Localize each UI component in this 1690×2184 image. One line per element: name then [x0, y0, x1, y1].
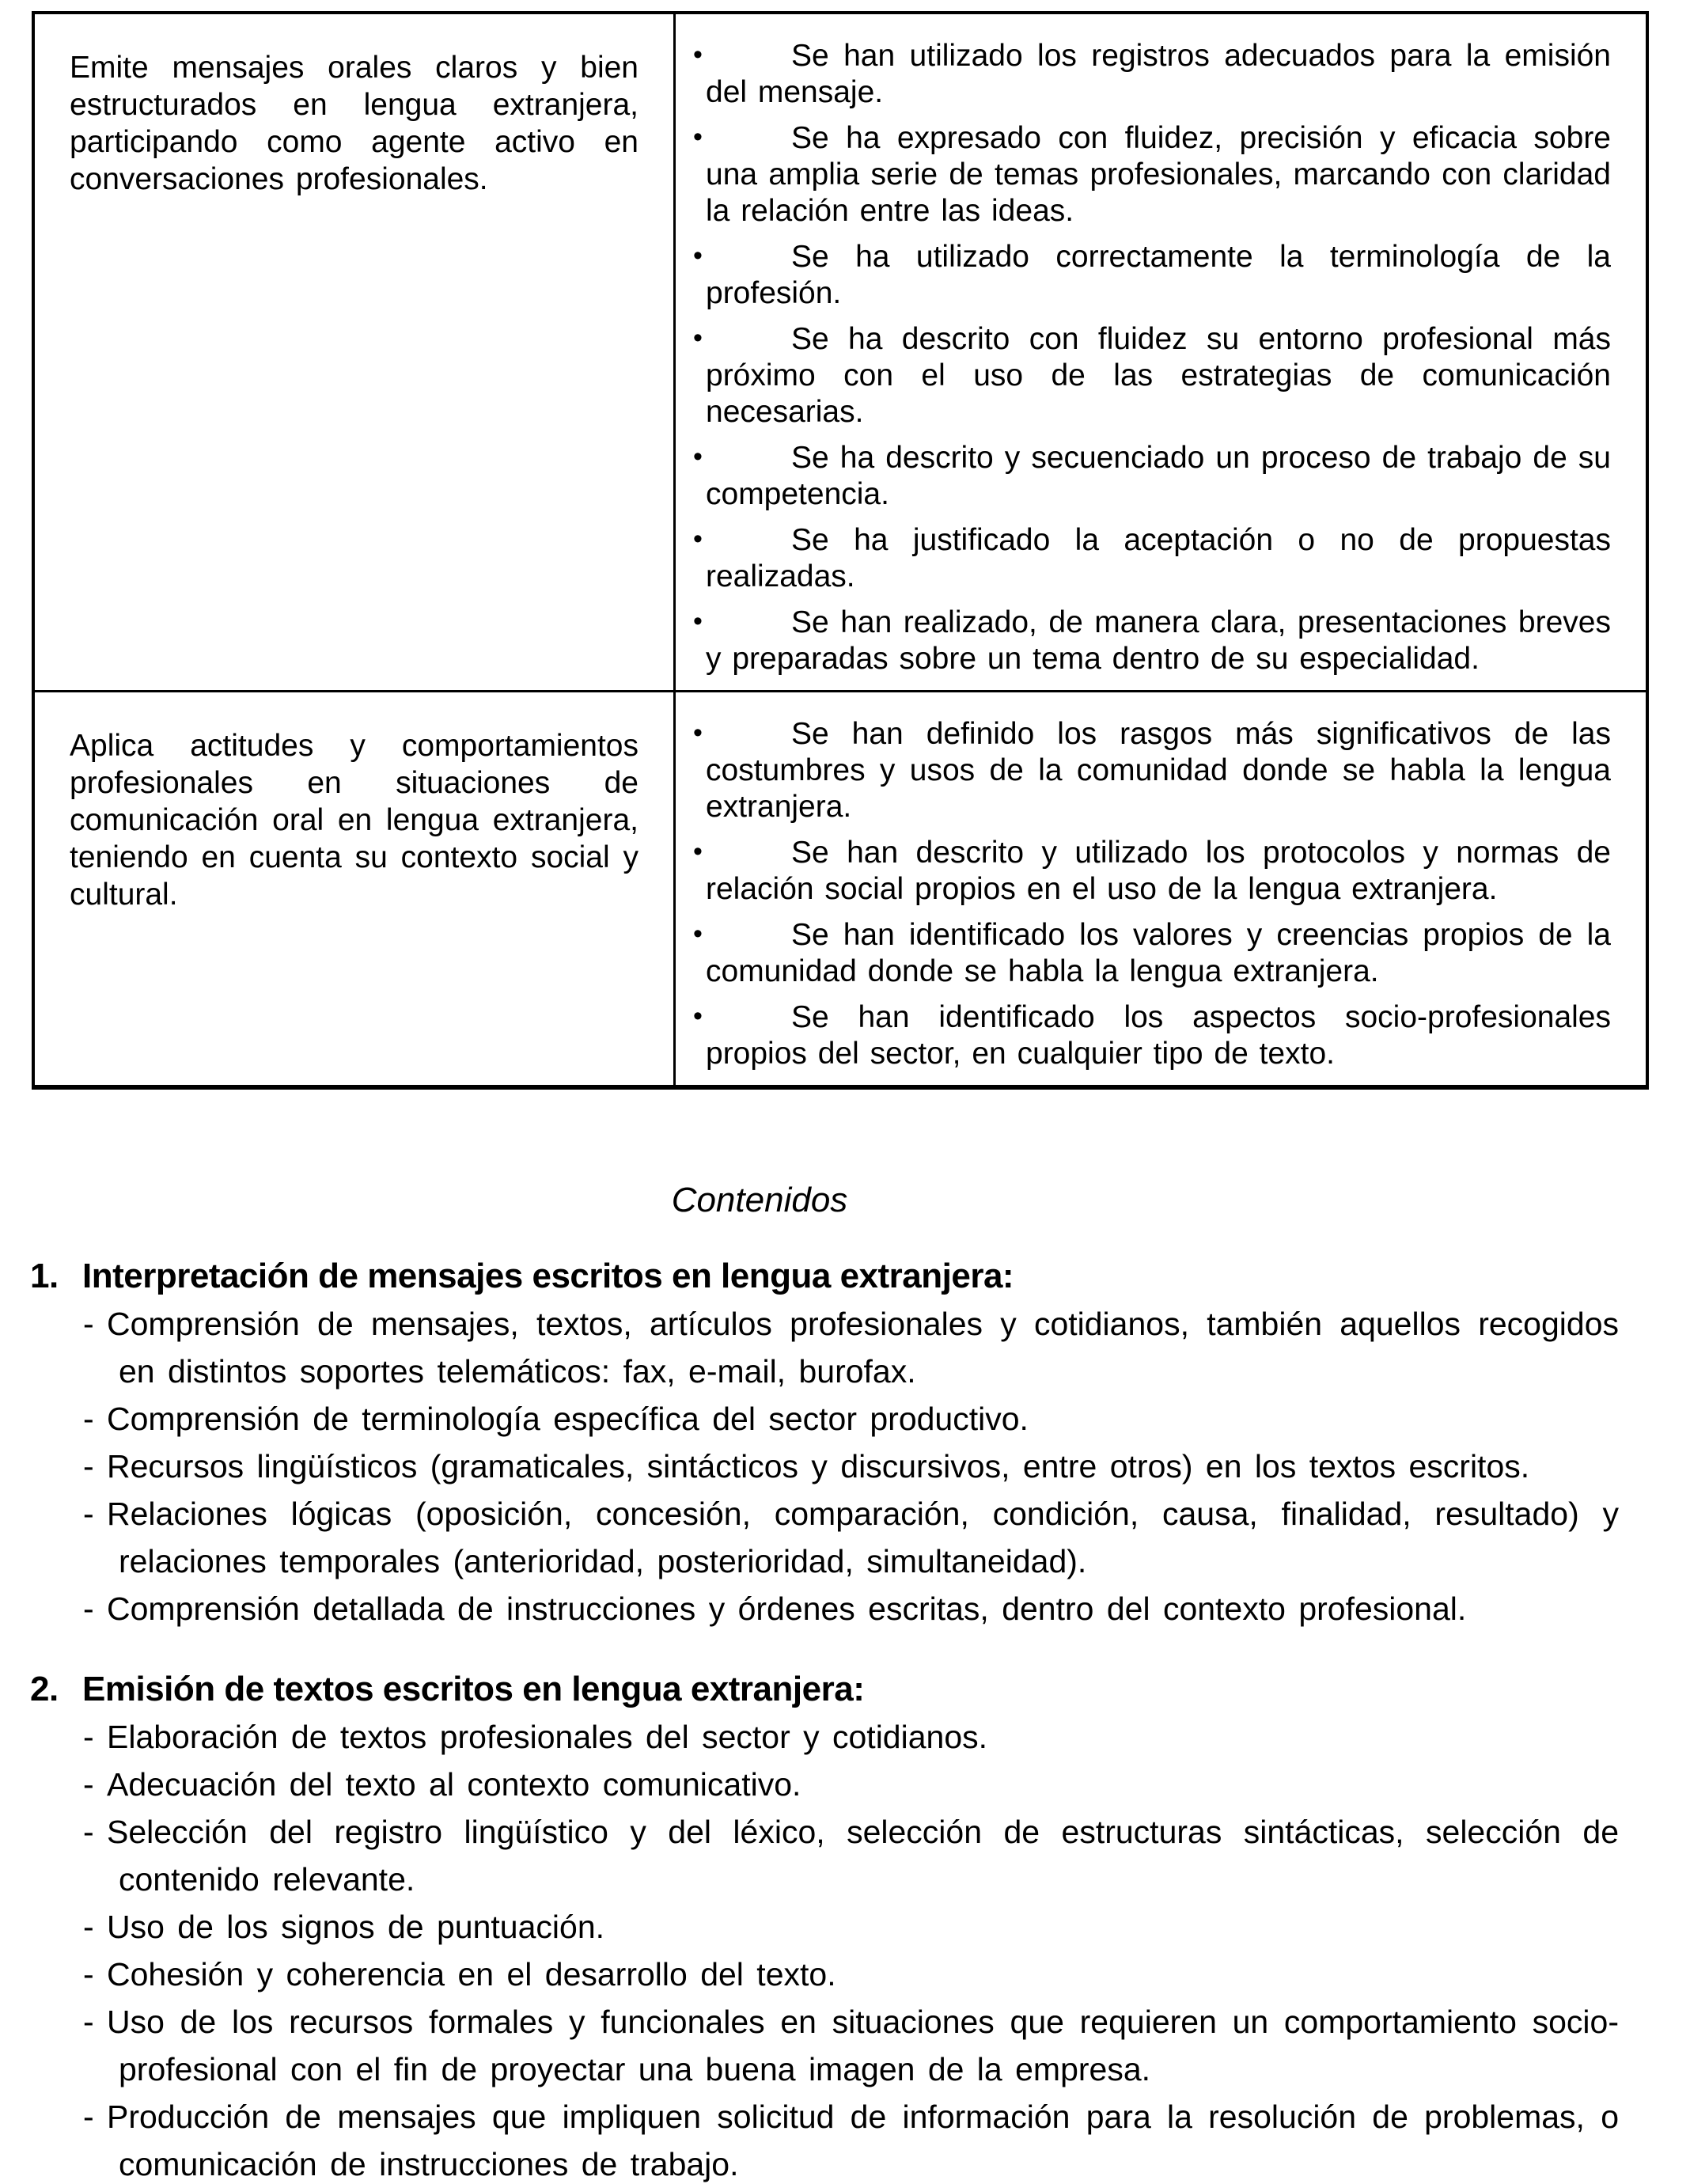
dash-icon: -	[83, 1766, 94, 1803]
content-item	[0, 1713, 1619, 1761]
bullet-text: Se han realizado, de manera clara, presentaciones breves y preparadas sobre un tema dentro de su especialidad.	[706, 605, 1611, 676]
criterion-text: Emite mensajes orales claros y bien estructurados en lengua extranjera, participando como agente activo en conversaciones profesionales.	[70, 51, 638, 196]
content-item	[0, 1585, 1619, 1632]
dash-icon: -	[83, 1496, 94, 1532]
bullet-icon: •	[693, 1001, 703, 1031]
evaluation-cell	[676, 14, 1646, 690]
section-interpretacion	[0, 1253, 1690, 1632]
bullet-icon: •	[693, 323, 703, 353]
contents-title: Contenidos	[671, 1181, 848, 1219]
content-item	[0, 1761, 1619, 1808]
bullet-icon: •	[693, 919, 703, 949]
dash-icon: -	[83, 1448, 94, 1484]
content-item-text: Uso de los signos de puntuación.	[107, 1909, 605, 1945]
table-row	[35, 14, 1646, 690]
contents-block	[0, 1177, 1690, 2184]
content-item	[0, 2093, 1619, 2184]
bullet-icon: •	[693, 606, 703, 636]
bullet-icon: •	[693, 241, 703, 271]
section-number: 2.	[30, 1670, 59, 1708]
criterion-cell	[35, 692, 676, 1085]
bullet-item	[692, 835, 1611, 908]
dash-icon: -	[83, 1956, 94, 1993]
table-row	[35, 690, 1646, 1085]
content-item	[0, 1951, 1619, 1998]
bullet-text: Se han utilizado los registros adecuados para la emisión del mensaje.	[706, 39, 1611, 109]
section-heading	[0, 1253, 1690, 1300]
bullet-item	[692, 239, 1611, 312]
bullet-item	[692, 522, 1611, 595]
content-item-text: Comprensión de mensajes, textos, artículos profesionales y cotidianos, también aquellos recogidos en distintos soportes telemáticos: fax, e-mail, burofax.	[107, 1306, 1619, 1390]
content-item-text: Comprensión de terminología específica del sector productivo.	[107, 1401, 1029, 1437]
dash-icon: -	[83, 1591, 94, 1627]
bullet-icon: •	[693, 524, 703, 554]
bullet-text: Se ha expresado con fluidez, precisión y eficacia sobre una amplia serie de temas profesionales, marcando con claridad la relación entre las ideas.	[706, 121, 1611, 228]
content-item-text: Adecuación del texto al contexto comunicativo.	[107, 1766, 801, 1803]
bullet-icon: •	[693, 836, 703, 866]
criterion-cell	[35, 14, 676, 690]
content-item-text: Cohesión y coherencia en el desarrollo del texto.	[107, 1956, 836, 1993]
bullet-item	[692, 716, 1611, 825]
section-heading-text: Interpretación de mensajes escritos en lengua extranjera:	[82, 1257, 1014, 1295]
content-item	[0, 1300, 1619, 1395]
content-item-text: Uso de los recursos formales y funcionales en situaciones que requieren un comportamiento socio-profesional con el fin de proyectar una buena imagen de la empresa.	[107, 2004, 1619, 2087]
bullet-text: Se ha descrito y secuenciado un proceso de trabajo de su competencia.	[706, 441, 1611, 511]
dash-icon: -	[83, 1814, 94, 1850]
section-heading-text: Emisión de textos escritos en lengua extranjera:	[82, 1670, 865, 1708]
criteria-table	[32, 11, 1649, 1090]
content-item-text: Elaboración de textos profesionales del sector y cotidianos.	[107, 1719, 988, 1755]
bullet-icon: •	[693, 40, 703, 70]
content-item	[0, 1808, 1619, 1903]
content-item-text: Recursos lingüísticos (gramaticales, sintácticos y discursivos, entre otros) en los textos escritos.	[107, 1448, 1530, 1484]
content-item	[0, 1443, 1619, 1490]
bullet-item	[692, 917, 1611, 990]
dash-icon: -	[83, 2004, 94, 2040]
bullet-item	[692, 38, 1611, 111]
section-emision	[0, 1666, 1690, 2184]
content-item	[0, 1395, 1619, 1443]
content-item	[0, 1490, 1619, 1585]
bullet-text: Se ha descrito con fluidez su entorno profesional más próximo con el uso de las estrategias de comunicación necesarias.	[706, 322, 1611, 429]
bullet-text: Se han identificado los aspectos socio-profesionales propios del sector, en cualquier tipo de texto.	[706, 1000, 1611, 1071]
content-item-text: Comprensión detallada de instrucciones y órdenes escritas, dentro del contexto profesional.	[107, 1591, 1467, 1627]
dash-icon: -	[83, 2099, 94, 2135]
bullet-icon: •	[693, 442, 703, 472]
bullet-text: Se han identificado los valores y creencias propios de la comunidad donde se habla la lengua extranjera.	[706, 918, 1611, 988]
bullet-icon: •	[693, 122, 703, 152]
bullet-item	[692, 321, 1611, 430]
bullet-text: Se han definido los rasgos más significativos de las costumbres y usos de la comunidad donde se habla la lengua extranjera.	[706, 717, 1611, 824]
bullet-text: Se han descrito y utilizado los protocolos y normas de relación social propios en el uso de la lengua extranjera.	[706, 836, 1611, 906]
dash-icon: -	[83, 1401, 94, 1437]
bullet-item	[692, 440, 1611, 513]
bullet-item	[692, 120, 1611, 229]
content-item-text: Producción de mensajes que impliquen solicitud de información para la resolución de problemas, o comunicación de instrucciones de trabajo.	[107, 2099, 1619, 2182]
bullet-item	[692, 605, 1611, 677]
bullet-text: Se ha utilizado correctamente la terminología de la profesión.	[706, 240, 1611, 310]
bullet-text: Se ha justificado la aceptación o no de propuestas realizadas.	[706, 523, 1611, 593]
section-heading	[0, 1666, 1690, 1713]
dash-icon: -	[83, 1719, 94, 1755]
content-item-text: Relaciones lógicas (oposición, concesión, comparación, condición, causa, finalidad, resultado) y relaciones temporales (anterioridad, posterioridad, simultaneidad).	[107, 1496, 1619, 1579]
dash-icon: -	[83, 1306, 94, 1342]
criterion-text: Aplica actitudes y comportamientos profesionales en situaciones de comunicación oral en lengua extranjera, teniendo en cuenta su contexto social y cultural.	[70, 729, 638, 912]
section-number: 1.	[30, 1257, 59, 1295]
bullet-item	[692, 999, 1611, 1072]
content-item-text: Selección del registro lingüístico y del léxico, selección de estructuras sintácticas, selección de contenido relevante.	[107, 1814, 1619, 1898]
evaluation-cell	[676, 692, 1646, 1085]
dash-icon: -	[83, 1909, 94, 1945]
content-item	[0, 1998, 1619, 2093]
bullet-icon: •	[693, 718, 703, 748]
content-item	[0, 1903, 1619, 1951]
